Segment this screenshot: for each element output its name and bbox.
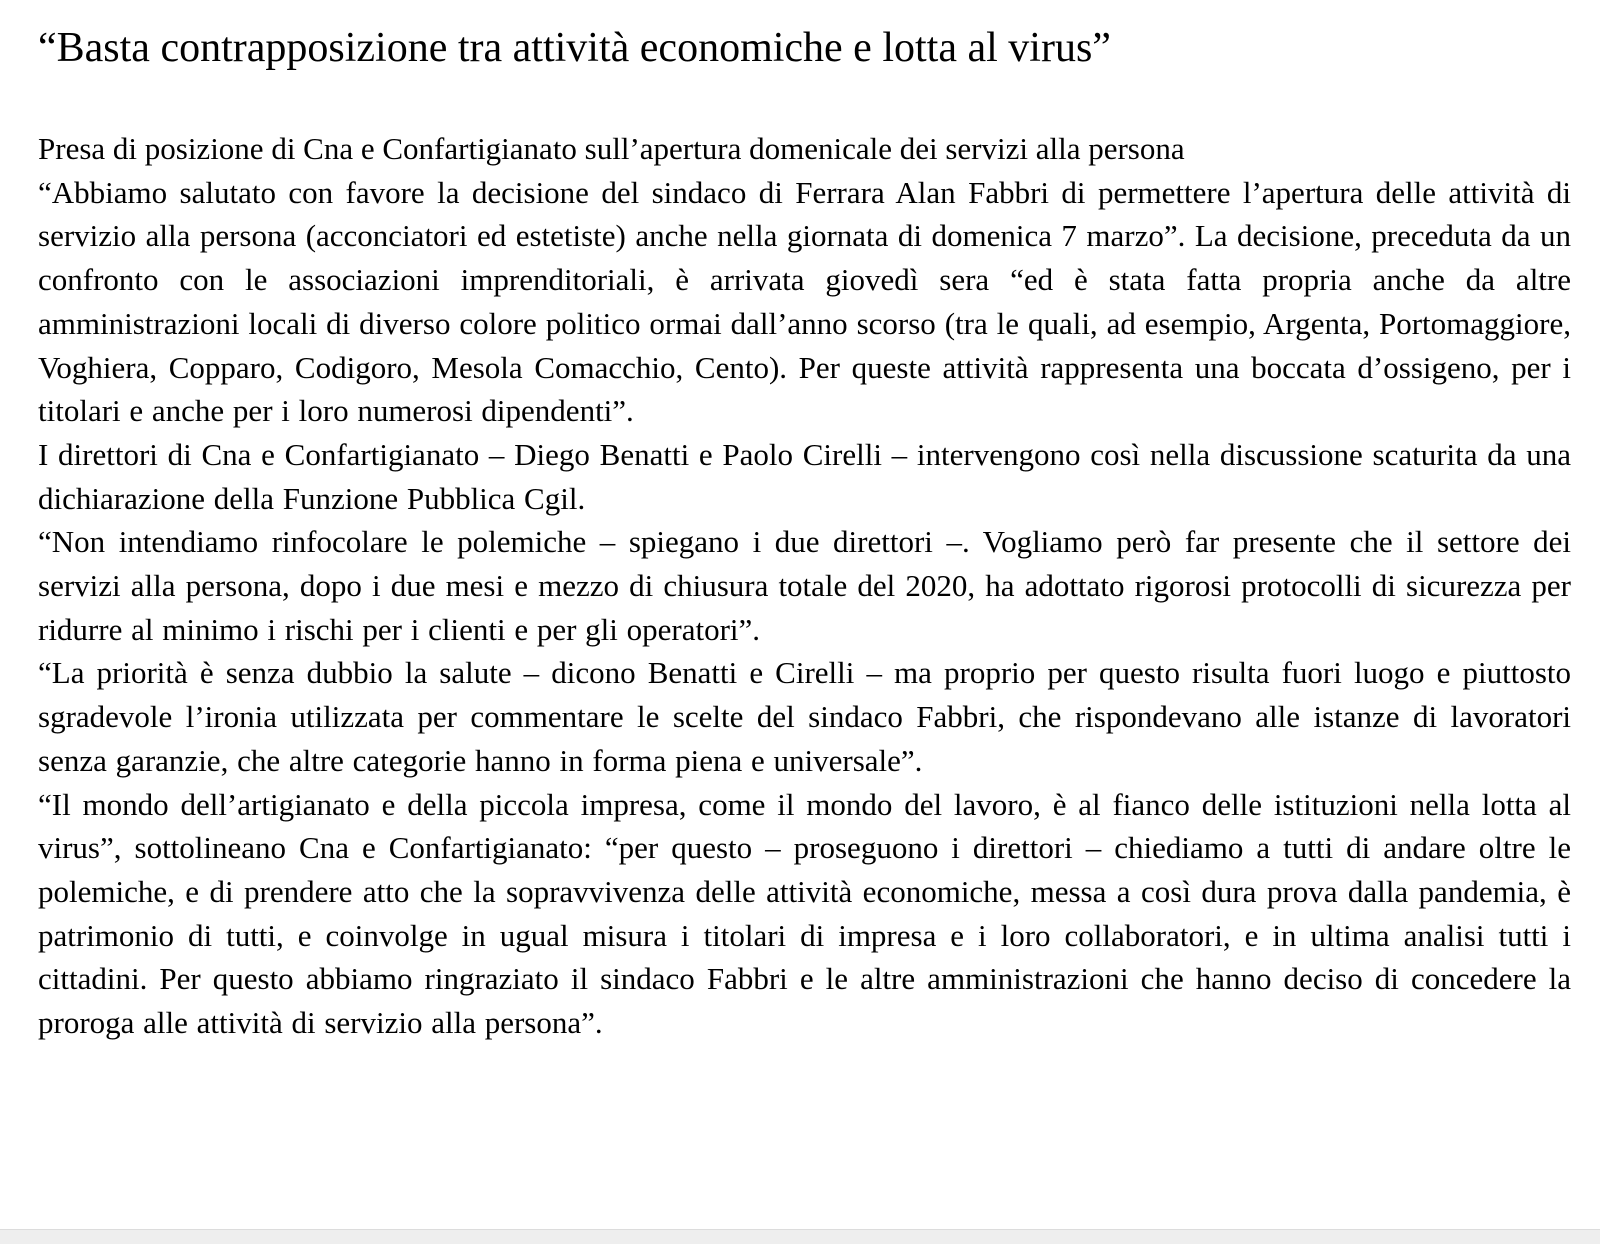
- paragraph-opening-quote: “Abbiamo salutato con favore la decisione del sindaco di Ferrara Alan Fabbri di permettere l’apertura delle attività di servizio alla persona (acconciatori ed estetiste) anche nella giornata di domenica 7 marzo”. La decisione, preceduta da un confronto con le associazioni imprenditoriali, è arrivata giovedì sera “ed è stata fatta propria anche da altre amministrazioni locali di diverso colore politico ormai dall’anno scorso (tra le quali, ad esempio, Argenta, Portomaggiore, Voghiera, Copparo, Codigoro, Mesola Comacchio, Cento). Per queste attività rappresenta una boccata d’ossigeno, per i titolari e anche per i loro numerosi dipendenti”.: [38, 174, 1571, 429]
- paragraph-priority-health: “La priorità è senza dubbio la salute – dicono Benatti e Cirelli – ma proprio per questo risulta fuori luogo e piuttosto sgradevole l’ironia utilizzata per commentare le scelte del sindaco Fabbri, che rispondevano alle istanze di lavoratori senza garanzie, che altre categorie hanno in forma piena e universale”.: [38, 655, 1571, 778]
- paragraph-directors: I direttori di Cna e Confartigianato – Diego Benatti e Paolo Cirelli – intervengono così nella discussione scaturita da una dichiarazione della Funzione Pubblica Cgil.: [38, 436, 1571, 516]
- article-subtitle: Presa di posizione di Cna e Confartigianato sull’apertura domenicale dei servizi alla persona: [38, 131, 1185, 166]
- paragraph-safety-protocols: “Non intendiamo rinfocolare le polemiche – spiegano i due direttori –. Vogliamo però far presente che il settore dei servizi alla persona, dopo i due mesi e mezzo di chiusura totale del 2020, ha adottato rigorosi protocolli di sicurezza per ridurre al minimo i rischi per i clienti e per gli operatori”.: [38, 524, 1571, 647]
- article-title: “Basta contrapposizione tra attività economiche e lotta al virus”: [38, 25, 1111, 71]
- horizontal-scrollbar[interactable]: [0, 1229, 1600, 1244]
- article-body: [38, 127, 1571, 1045]
- paragraph-closing-statement: “Il mondo dell’artigianato e della piccola impresa, come il mondo del lavoro, è al fianco delle istituzioni nella lotta al virus”, sottolineano Cna e Confartigianato: “per questo – proseguono i direttori – chiediamo a tutti di andare oltre le polemiche, e di prendere atto che la sopravvivenza delle attività economiche, messa a così dura prova dalla pandemia, è patrimonio di tutti, e coinvolge in ugual misura i titolari di impresa e i loro collaboratori, e in ultima analisi tutti i cittadini. Per questo abbiamo ringraziato il sindaco Fabbri e le altre amministrazioni che hanno deciso di concedere la proroga alle attività di servizio alla persona”.: [38, 786, 1571, 1041]
